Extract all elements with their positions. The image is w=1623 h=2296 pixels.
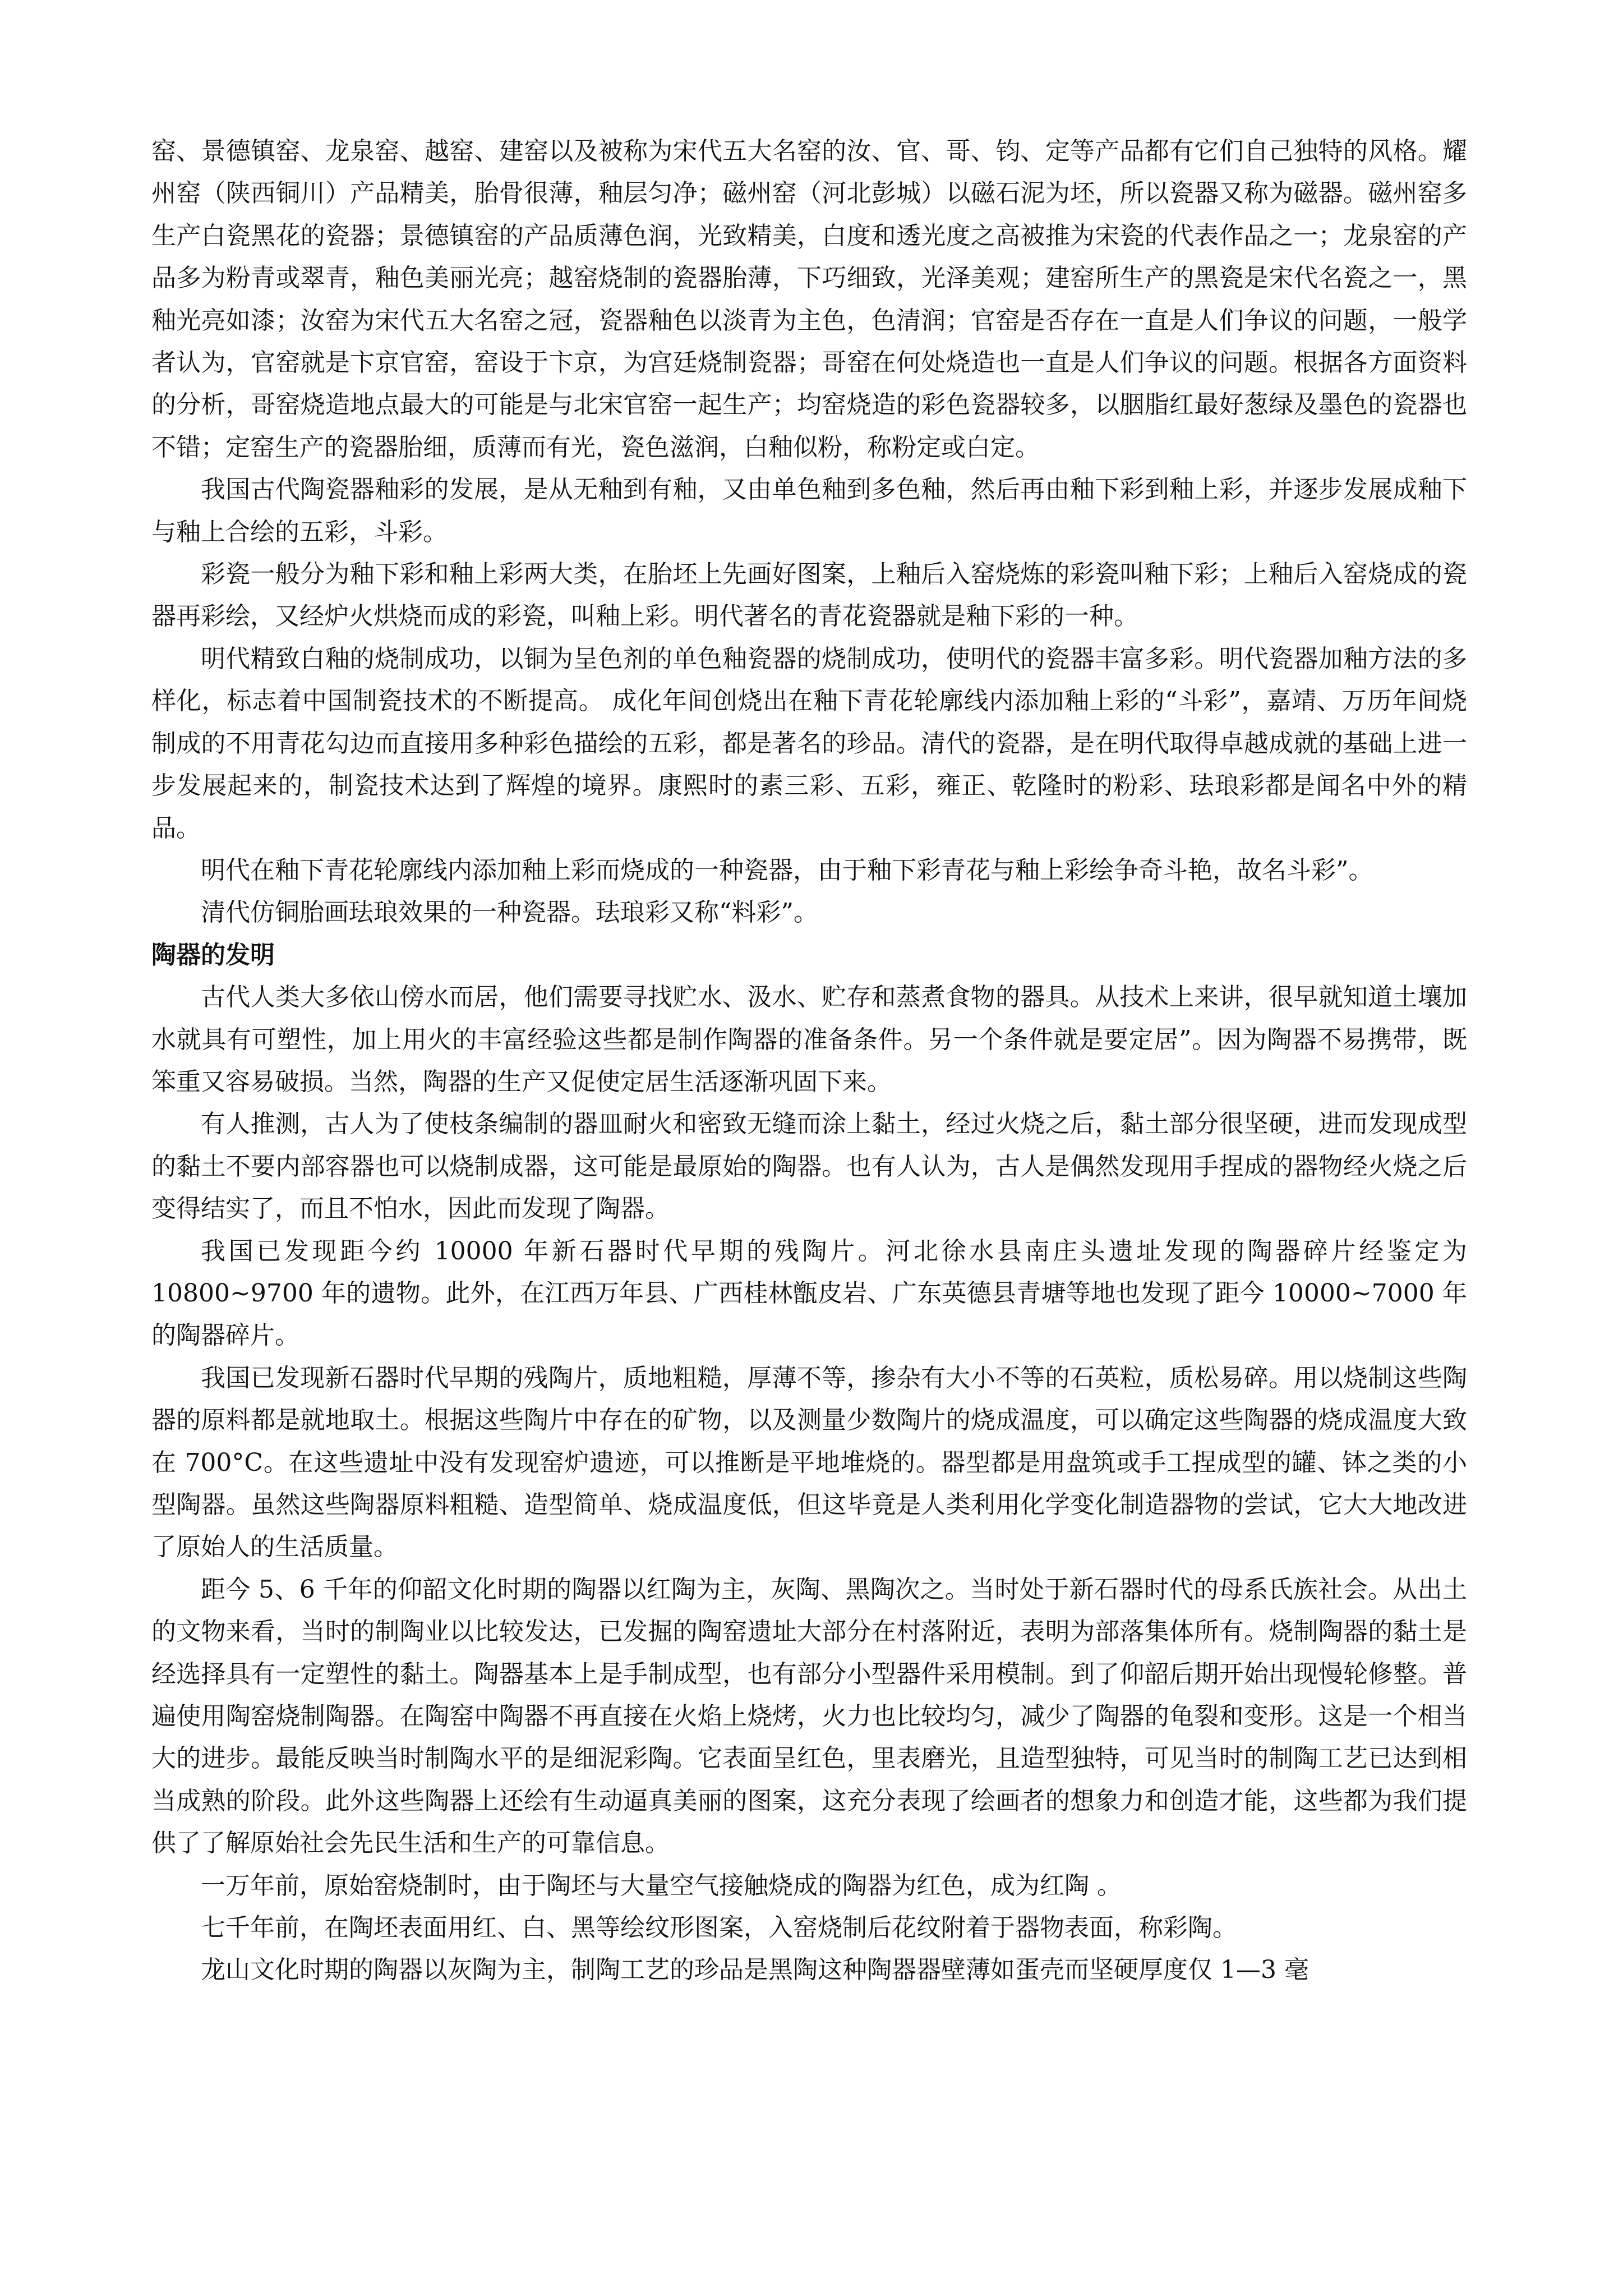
paragraph: 明代在釉下青花轮廓线内添加釉上彩而烧成的一种瓷器，由于釉下彩青花与釉上彩绘争奇斗艳，故名斗彩”。: [201, 855, 1373, 885]
paragraph: 有人推测，古人为了使枝条编制的器皿耐火和密致无缝而涂上黏土，经过火烧之后，黏土部分很坚硬，进而发现成型的黏土不要内部容器也可以烧制成器，这可能是最原始的陶器。也有人认为，古人是偶然发现用手捏成的器物经火烧之后变得结实了，而且不怕水，因此而发现了陶器。: [151, 1110, 1467, 1223]
paragraph: 一万年前，原始窑烧制时，由于陶坯与大量空气接触烧成的陶器为红色，成为红陶 。: [201, 1871, 1122, 1900]
section-heading: 陶器的发明: [151, 940, 275, 969]
paragraph: 我国已发现距今约 10000 年新石器时代早期的残陶片。河北徐水县南庄头遗址发现的陶器碎片经鉴定为 10800~9700 年的遗物。此外，在江西万年县、广西桂林甑皮岩、广东英德县青塘等地也发现了距今 10000~7000 年的陶器碎片。: [151, 1236, 1467, 1350]
document-page: [151, 130, 1467, 1991]
paragraph: 我国已发现新石器时代早期的残陶片，质地粗糙，厚薄不等，掺杂有大小不等的石英粒，质松易碎。用以烧制这些陶器的原料都是就地取土。根据这些陶片中存在的矿物，以及测量少数陶片的烧成温度，可以确定这些陶器的烧成温度大致在 700°C。在这些遗址中没有发现窑炉遗迹，可以推断是平地堆烧的。器型都是用盘筑或手工捏成型的罐、钵之类的小型陶器。虽然这些陶器原料粗糙、造型简单、烧成温度低，但这毕竟是人类利用化学变化制造器物的尝试，它大大地改进了原始人的生活质量。: [151, 1363, 1467, 1562]
paragraph: 龙山文化时期的陶器以灰陶为主，制陶工艺的珍品是黑陶这种陶器器壁薄如蛋壳而坚硬厚度仅 1—3 毫: [201, 1955, 1309, 1985]
paragraph: 我国古代陶瓷器釉彩的发展，是从无釉到有釉，又由单色釉到多色釉，然后再由釉下彩到釉上彩，并逐步发展成釉下与釉上合绘的五彩，斗彩。: [151, 475, 1467, 546]
paragraph: 清代仿铜胎画珐琅效果的一种瓷器。珐琅彩又称“料彩”。: [201, 898, 818, 927]
paragraph: 距今 5、6 千年的仰韶文化时期的陶器以红陶为主，灰陶、黑陶次之。当时处于新石器时代的母系氏族社会。从出土的文物来看，当时的制陶业以比较发达，已发掘的陶窑遗址大部分在村落附近，表明为部落集体所有。烧制陶器的黏土是经选择具有一定塑性的黏土。陶器基本上是手制成型，也有部分小型器件采用模制。到了仰韶后期开始出现慢轮修整。普遍使用陶窑烧制陶器。在陶窑中陶器不再直接在火焰上烧烤，火力也比较均匀，减少了陶器的龟裂和变形。这是一个相当大的进步。最能反映当时制陶水平的是细泥彩陶。它表面呈红色，里表磨光，且造型独特，可见当时的制陶工艺已达到相当成熟的阶段。此外这些陶器上还绘有生动逼真美丽的图案，这充分表现了绘画者的想象力和创造才能，这些都为我们提供了了解原始社会先民生活和生产的可靠信息。: [151, 1575, 1467, 1858]
paragraph: 彩瓷一般分为釉下彩和釉上彩两大类，在胎坯上先画好图案，上釉后入窑烧炼的彩瓷叫釉下彩；上釉后入窑烧成的瓷器再彩绘，又经炉火烘烧而成的彩瓷，叫釉上彩。明代著名的青花瓷器就是釉下彩的一种。: [151, 560, 1467, 631]
paragraph: 明代精致白釉的烧制成功，以铜为呈色剂的单色釉瓷器的烧制成功，使明代的瓷器丰富多彩。明代瓷器加釉方法的多样化，标志着中国制瓷技术的不断提高。 成化年间创烧出在釉下青花轮廓线内添加釉上彩的“斗彩”，嘉靖、万历年间烧制成的不用青花勾边而直接用多种彩色描绘的五彩，都是著名的珍品。清代的瓷器，是在明代取得卓越成就的基础上进一步发展起来的，制瓷技术达到了辉煌的境界。康熙时的素三彩、五彩，雍正、乾隆时的粉彩、珐琅彩都是闻名中外的精品。: [151, 644, 1467, 843]
paragraph: 七千年前，在陶坯表面用红、白、黑等绘纹形图案，入窑烧制后花纹附着于器物表面，称彩陶。: [201, 1913, 1237, 1943]
paragraph: 窑、景德镇窑、龙泉窑、越窑、建窑以及被称为宋代五大名窑的汝、官、哥、钧、定等产品都有它们自己独特的风格。耀州窑（陕西铜川）产品精美，胎骨很薄，釉层匀净；磁州窑（河北彭城）以磁石泥为坯，所以瓷器又称为磁器。磁州窑多生产白瓷黑花的瓷器；景德镇窑的产品质薄色润，光致精美，白度和透光度之高被推为宋瓷的代表作品之一；龙泉窑的产品多为粉青或翠青，釉色美丽光亮；越窑烧制的瓷器胎薄，下巧细致，光泽美观；建窑所生产的黑瓷是宋代名瓷之一，黑釉光亮如漆；汝窑为宋代五大名窑之冠，瓷器釉色以淡青为主色，色清润；官窑是否存在一直是人们争议的问题，一般学者认为，官窑就是卞京官窑，窑设于卞京，为宫廷烧制瓷器；哥窑在何处烧造也一直是人们争议的问题。根据各方面资料的分析，哥窑烧造地点最大的可能是与北宋官窑一起生产；均窑烧造的彩色瓷器较多，以胭脂红最好葱绿及墨色的瓷器也不错；定窑生产的瓷器胎细，质薄而有光，瓷色滋润，白釉似粉，称粉定或白定。: [151, 137, 1467, 462]
paragraph: 古代人类大多依山傍水而居，他们需要寻找贮水、汲水、贮存和蒸煮食物的器具。从技术上来讲，很早就知道土壤加水就具有可塑性，加上用火的丰富经验这些都是制作陶器的准备条件。另一个条件就是要定居”。因为陶器不易携带，既笨重又容易破损。当然，陶器的生产又促使定居生活逐渐巩固下来。: [151, 983, 1467, 1096]
